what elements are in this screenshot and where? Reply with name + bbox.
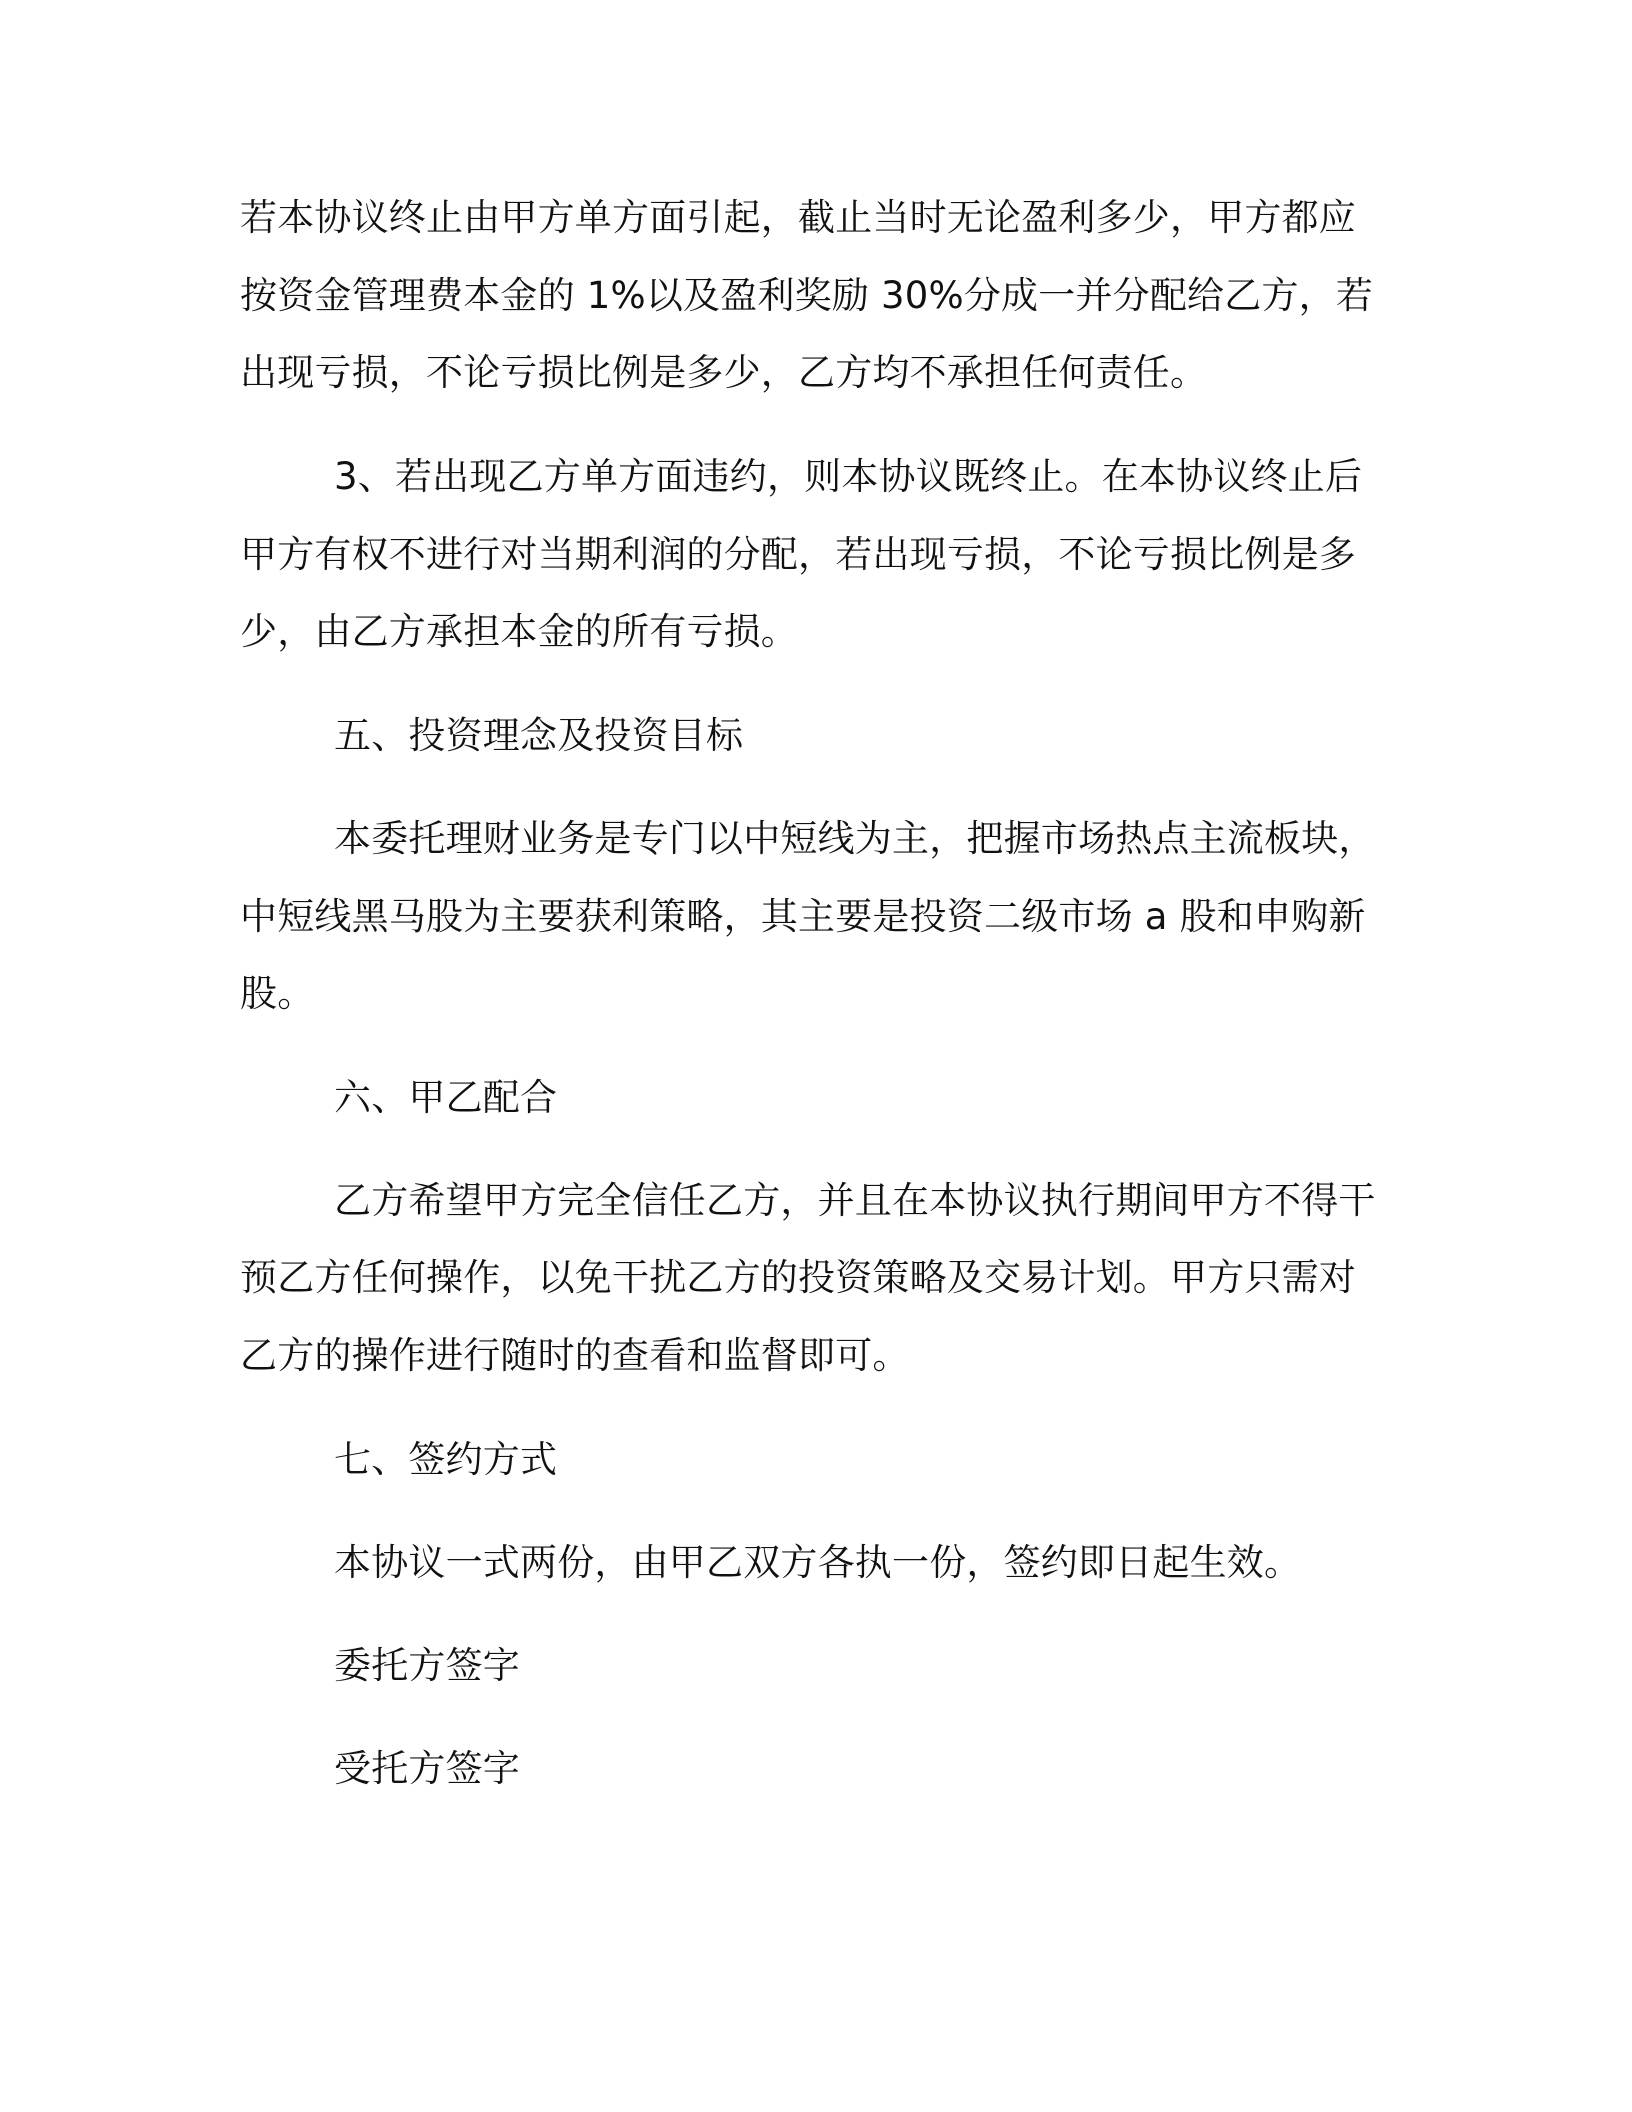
paragraph-1-line-2: 按资金管理费本金的 1%以及盈利奖励 30%分成一并分配给乙方，若 xyxy=(240,274,1374,317)
paragraph-1-line-1: 若本协议终止由甲方单方面引起，截止当时无论盈利多少，甲方都应 xyxy=(240,196,1356,239)
paragraph-2-line-2: 甲方有权不进行对当期利润的分配，若出现亏损，不论亏损比例是多 xyxy=(240,533,1356,576)
signature-trustee-label: 受托方签字 xyxy=(334,1747,520,1790)
paragraph-3-line-3: 股。 xyxy=(240,972,315,1015)
section-heading-signing-method: 七、签约方式 xyxy=(334,1438,558,1481)
paragraph-1-line-3: 出现亏损，不论亏损比例是多少，乙方均不承担任何责任。 xyxy=(240,351,1208,394)
paragraph-4-line-3: 乙方的操作进行随时的查看和监督即可。 xyxy=(240,1334,910,1377)
paragraph-5: 本协议一式两份，由甲乙双方各执一份，签约即日起生效。 xyxy=(334,1541,1302,1584)
section-heading-cooperation: 六、甲乙配合 xyxy=(334,1076,558,1119)
paragraph-2-line-3: 少，由乙方承担本金的所有亏损。 xyxy=(240,610,798,653)
paragraph-3-line-2: 中短线黑马股为主要获利策略，其主要是投资二级市场 a 股和申购新 xyxy=(240,895,1366,938)
paragraph-3-line-1: 本委托理财业务是专门以中短线为主，把握市场热点主流板块， xyxy=(334,817,1376,860)
section-heading-investment-philosophy: 五、投资理念及投资目标 xyxy=(334,714,744,757)
paragraph-2-line-1: 3、若出现乙方单方面违约，则本协议既终止。在本协议终止后 xyxy=(334,455,1363,498)
paragraph-4-line-2: 预乙方任何操作，以免干扰乙方的投资策略及交易计划。甲方只需对 xyxy=(240,1256,1356,1299)
signature-client-label: 委托方签字 xyxy=(334,1644,520,1687)
paragraph-4-line-1: 乙方希望甲方完全信任乙方，并且在本协议执行期间甲方不得干 xyxy=(334,1179,1376,1222)
